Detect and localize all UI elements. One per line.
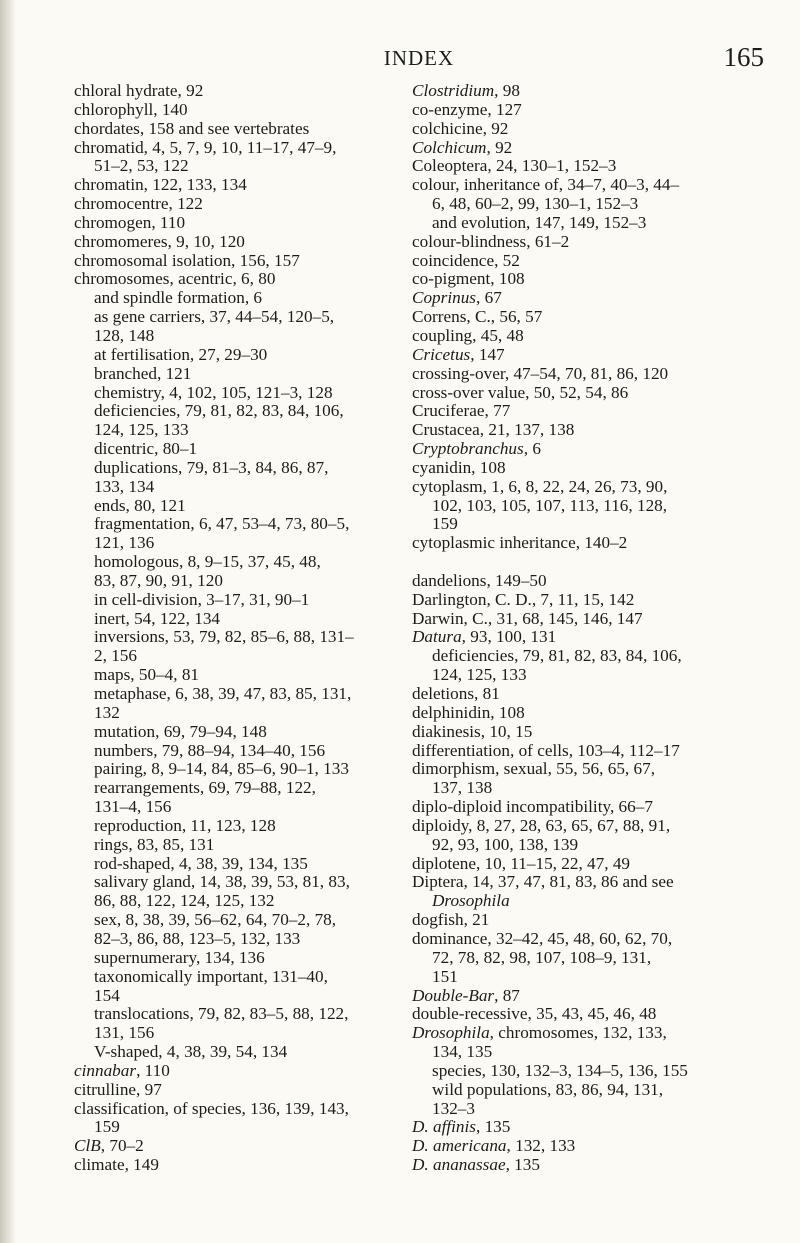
index-entry: coupling, 45, 48 — [412, 325, 524, 345]
index-entry-continuation: 132 — [94, 702, 120, 722]
page-binding-shadow — [0, 0, 16, 1243]
index-subentry: taxonomically important, 131–40, — [94, 966, 328, 986]
index-entry: chromogen, 110 — [74, 212, 186, 232]
index-entry: diploidy, 8, 27, 28, 63, 65, 67, 88, 91, — [412, 815, 671, 835]
index-entry: Clostridium, 98 — [412, 81, 520, 100]
index-entry: chromosomal isolation, 156, 157 — [74, 250, 300, 270]
index-entry-continuation: 51–2, 53, 122 — [94, 156, 189, 176]
index-entry: dandelions, 149–50 — [412, 570, 547, 590]
index-entry-continuation: 133, 134 — [94, 476, 155, 496]
index-subentry: reproduction, 11, 123, 128 — [94, 815, 276, 835]
index-subentry: duplications, 79, 81–3, 84, 86, 87, — [94, 457, 329, 477]
index-subentry: sex, 8, 38, 39, 56–62, 64, 70–2, 78, — [94, 910, 337, 930]
index-subentry: wild populations, 83, 86, 94, 131, — [432, 1079, 664, 1099]
index-entry-continuation: 121, 136 — [94, 533, 155, 553]
index-entry: colour, inheritance of, 34–7, 40–3, 44– — [412, 175, 680, 195]
index-entry: crossing-over, 47–54, 70, 81, 86, 120 — [412, 363, 669, 383]
index-entry-continuation: 82–3, 86, 88, 123–5, 132, 133 — [94, 928, 301, 948]
index-subentry: as gene carriers, 37, 44–54, 120–5, — [94, 307, 335, 327]
index-entry: delphinidin, 108 — [412, 702, 525, 722]
index-entry-continuation: 92, 93, 100, 138, 139 — [432, 834, 579, 854]
index-subentry: fragmentation, 6, 47, 53–4, 73, 80–5, — [94, 514, 350, 534]
page-title: INDEX — [383, 46, 455, 70]
index-subentry: at fertilisation, 27, 29–30 — [94, 344, 268, 364]
index-entry-continuation: 159 — [94, 1117, 120, 1137]
index-entry: Diptera, 14, 37, 47, 81, 83, 86 and see — [412, 872, 674, 892]
index-entry: citrulline, 97 — [74, 1079, 162, 1099]
index-subentry: in cell-division, 3–17, 31, 90–1 — [94, 589, 310, 609]
index-column-left — [74, 82, 394, 1175]
index-entry-continuation: 137, 138 — [432, 778, 493, 798]
index-entry: differentiation, of cells, 103–4, 112–17 — [412, 740, 680, 760]
index-entry: Coprinus, 67 — [412, 288, 502, 308]
index-subentry: chemistry, 4, 102, 105, 121–3, 128 — [94, 382, 333, 402]
index-entry: dimorphism, sexual, 55, 56, 65, 67, — [412, 759, 656, 779]
index-subentry: species, 130, 132–3, 134–5, 136, 155 — [432, 1060, 688, 1080]
index-entry: colour-blindness, 61–2 — [412, 231, 570, 251]
page-header — [74, 42, 764, 72]
index-entry: cytoplasm, 1, 6, 8, 22, 24, 26, 73, 90, — [412, 476, 668, 496]
index-entry-continuation: 86, 88, 122, 124, 125, 132 — [94, 891, 275, 911]
index-entry: Correns, C., 56, 57 — [412, 307, 543, 327]
index-entry: co-enzyme, 127 — [412, 99, 522, 119]
index-subentry: mutation, 69, 79–94, 148 — [94, 721, 267, 741]
index-entry-continuation: 128, 148 — [94, 325, 155, 345]
index-entry: chlorophyll, 140 — [74, 99, 188, 119]
index-subentry: dicentric, 80–1 — [94, 439, 198, 459]
index-entry: Cryptobranchus, 6 — [412, 439, 541, 459]
index-entry: co-pigment, 108 — [412, 269, 525, 289]
index-subentry: rod-shaped, 4, 38, 39, 134, 135 — [94, 853, 308, 873]
index-subentry: translocations, 79, 82, 83–5, 88, 122, — [94, 1004, 349, 1024]
index-subentry: pairing, 8, 9–14, 84, 85–6, 90–1, 133 — [94, 759, 349, 779]
index-subentry: V-shaped, 4, 38, 39, 54, 134 — [94, 1042, 288, 1062]
index-entry: diplotene, 10, 11–15, 22, 47, 49 — [412, 853, 631, 873]
index-entry: deletions, 81 — [412, 684, 500, 703]
index-entry-continuation: 131, 156 — [94, 1023, 155, 1043]
index-subentry: and evolution, 147, 149, 152–3 — [432, 212, 647, 232]
index-subentry: homologous, 8, 9–15, 37, 45, 48, — [94, 552, 321, 572]
index-subentry: rings, 83, 85, 131 — [94, 834, 215, 854]
index-subentry: maps, 50–4, 81 — [94, 665, 200, 685]
index-entry-continuation: 2, 156 — [94, 646, 137, 666]
index-entry-continuation: Drosophila — [432, 891, 510, 911]
index-entry-continuation: 102, 103, 105, 107, 113, 116, 128, — [432, 495, 668, 515]
index-entry-continuation: 131–4, 156 — [94, 797, 172, 817]
index-entry: diakinesis, 10, 15 — [412, 721, 533, 741]
index-entry-continuation: 72, 78, 82, 98, 107, 108–9, 131, — [432, 947, 652, 967]
index-entry: cross-over value, 50, 52, 54, 86 — [412, 382, 629, 402]
index-entry: cytoplasmic inheritance, 140–2 — [412, 533, 628, 553]
index-entry: dogfish, 21 — [412, 910, 490, 930]
index-entry: chloral hydrate, 92 — [74, 81, 204, 100]
index-entry: Darwin, C., 31, 68, 145, 146, 147 — [412, 608, 643, 628]
index-subentry: ends, 80, 121 — [94, 495, 186, 515]
index-subentry: deficiencies, 79, 81, 82, 83, 84, 106, — [432, 646, 682, 666]
index-column-right — [412, 82, 782, 1175]
index-subentry: salivary gland, 14, 38, 39, 53, 81, 83, — [94, 872, 350, 892]
index-entry: Cricetus, 147 — [412, 344, 505, 364]
index-entry-continuation: 124, 125, 133 — [432, 665, 527, 685]
page-number: 165 — [723, 42, 764, 72]
index-entry: Darlington, C. D., 7, 11, 15, 142 — [412, 589, 635, 609]
index-entry: Coleoptera, 24, 130–1, 152–3 — [412, 156, 617, 176]
index-entry: Colchicum, 92 — [412, 137, 513, 157]
index-entry: chordates, 158 and see vertebrates — [74, 118, 310, 138]
index-entry: colchicine, 92 — [412, 118, 509, 138]
index-entry: dominance, 32–42, 45, 48, 60, 62, 70, — [412, 928, 673, 948]
index-entry-continuation: 154 — [94, 985, 120, 1005]
index-entry: ClB, 70–2 — [74, 1136, 144, 1156]
index-entry: climate, 149 — [74, 1155, 159, 1175]
index-entry: chromosomes, acentric, 6, 80 — [74, 269, 276, 289]
index-entry: Drosophila, chromosomes, 132, 133, — [412, 1023, 667, 1043]
index-subentry: numbers, 79, 88–94, 134–40, 156 — [94, 740, 326, 760]
index-entry: coincidence, 52 — [412, 250, 520, 270]
index-entry: chromatid, 4, 5, 7, 9, 10, 11–17, 47–9, — [74, 137, 337, 157]
index-entry: double-recessive, 35, 43, 45, 46, 48 — [412, 1004, 657, 1024]
index-entry: D. affinis, 135 — [412, 1117, 511, 1137]
index-subentry: branched, 121 — [94, 363, 192, 383]
index-subentry: supernumerary, 134, 136 — [94, 947, 265, 967]
index-entry: Cruciferae, 77 — [412, 401, 511, 421]
index-entry-continuation: 159 — [432, 514, 458, 534]
index-entry: Crustacea, 21, 137, 138 — [412, 420, 575, 440]
index-entry: classification, of species, 136, 139, 143, — [74, 1098, 349, 1118]
index-subentry: rearrangements, 69, 79–88, 122, — [94, 778, 316, 798]
index-entry-continuation: 83, 87, 90, 91, 120 — [94, 570, 223, 590]
index-entry: diplo-diploid incompatibility, 66–7 — [412, 797, 653, 817]
index-entry: chromatin, 122, 133, 134 — [74, 175, 247, 195]
index-subentry: inert, 54, 122, 134 — [94, 608, 221, 628]
index-entry-continuation: 151 — [432, 966, 458, 986]
index-entry: D. americana, 132, 133 — [412, 1136, 576, 1156]
index-entry-continuation: 132–3 — [432, 1098, 475, 1118]
index-entry-continuation: 134, 135 — [432, 1042, 493, 1062]
index-subentry: and spindle formation, 6 — [94, 288, 263, 308]
index-entry: Datura, 93, 100, 131 — [412, 627, 557, 647]
index-entry: chromocentre, 122 — [74, 194, 203, 214]
index-subentry: inversions, 53, 79, 82, 85–6, 88, 131– — [94, 627, 354, 647]
index-entry: D. ananassae, 135 — [412, 1155, 540, 1175]
index-entry: Double-Bar, 87 — [412, 985, 520, 1005]
index-entry: cyanidin, 108 — [412, 457, 506, 477]
index-entry: chromomeres, 9, 10, 120 — [74, 231, 245, 251]
index-entry-continuation: 124, 125, 133 — [94, 420, 189, 440]
index-entry: cinnabar, 110 — [74, 1060, 170, 1080]
index-subentry: metaphase, 6, 38, 39, 47, 83, 85, 131, — [94, 684, 352, 703]
index-entry-continuation: 6, 48, 60–2, 99, 130–1, 152–3 — [432, 194, 639, 214]
index-subentry: deficiencies, 79, 81, 82, 83, 84, 106, — [94, 401, 344, 421]
